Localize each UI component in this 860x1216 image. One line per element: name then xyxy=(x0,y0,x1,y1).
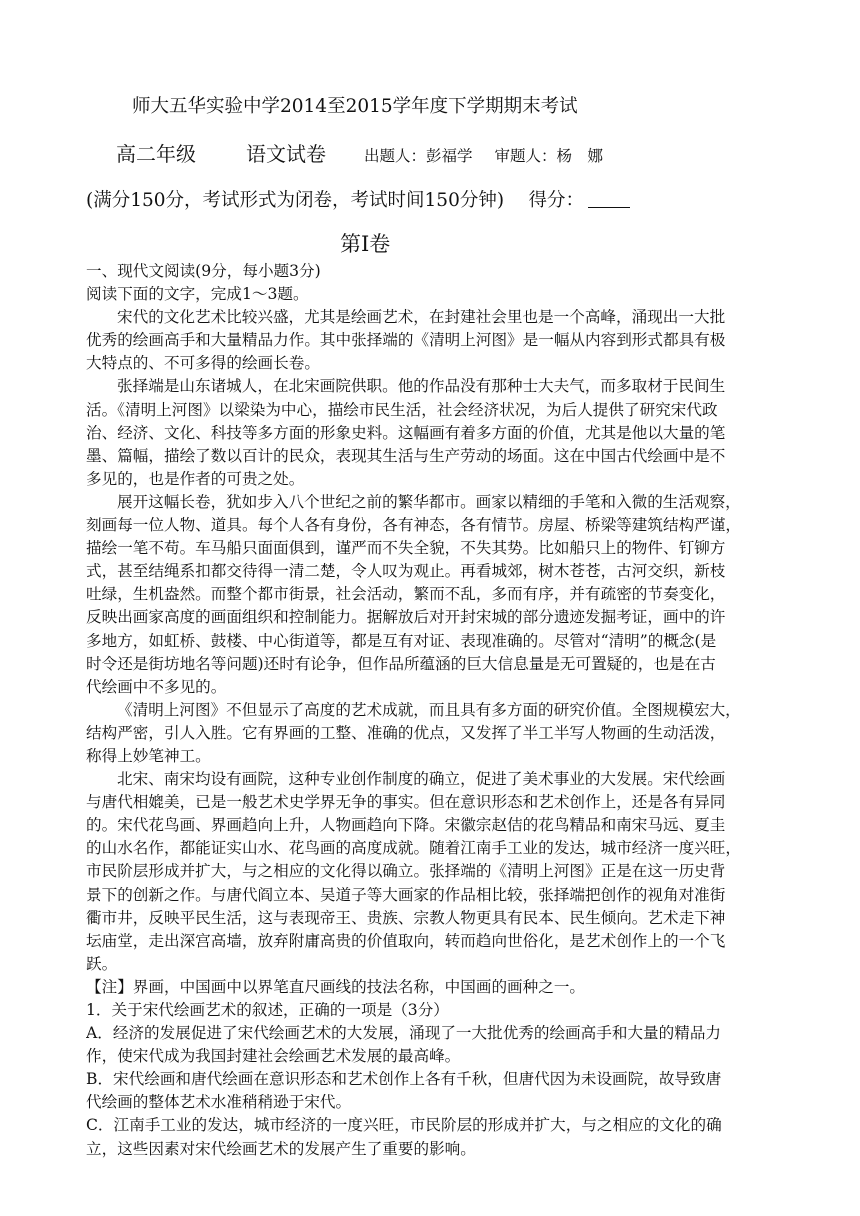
text-line: 坛庙堂，走出深宫高墙，放弃附庸高贵的价值取向，转而趋向世俗化，是艺术创作上的一个飞 xyxy=(86,931,726,950)
text-line: 刻画每一位人物、道具。每个人各有身份，各有神态，各有情节。房屋、桥梁等建筑结构严谨， xyxy=(86,516,741,535)
text-line: 一、现代文阅读(9分，每小题3分) xyxy=(86,262,321,280)
paper-subtitle xyxy=(116,138,818,167)
text-line: 的。宋代花鸟画、界画趋向上升，人物画趋向下降。宋徽宗赵佶的花鸟精品和南宋马远、夏圭 xyxy=(86,816,726,835)
text-line: 结构严密，引人入胜。它有界画的工整、准确的优点，又发挥了半工半写人物画的生动活泼， xyxy=(86,723,726,742)
text-line: 描绘一笔不苟。车马船只面面俱到，谨严而不失全貌，不失其势。比如船只上的物件、钉铆方 xyxy=(86,539,726,558)
exam-info-text: (满分150分，考试形式为闭卷，考试时间150分钟) 得分： xyxy=(86,190,584,211)
text-line: 代绘画中不多见的。 xyxy=(86,677,227,696)
text-line: 式，甚至结绳系扣都交待得一清二楚，令人叹为观止。再看城郊，树木苍苍，古河交织，新枝 xyxy=(86,562,726,581)
volume-title: 第Ⅰ卷 xyxy=(340,232,391,256)
text-line: 大特点的、不可多得的绘画长卷。 xyxy=(86,354,320,373)
text-line: 与唐代相媲美，已是一般艺术史学界无争的事实。但在意识形态和艺术创作上，还是各有异同 xyxy=(86,793,726,812)
text-line: 《清明上河图》不但显示了高度的艺术成就，而且具有多方面的研究价值。全图规模宏大， xyxy=(117,700,741,719)
text-line: 的山水名作，都能证实山水、花鸟画的高度成就。随着江南手工业的发达，城市经济一度兴旺， xyxy=(86,839,741,858)
text-line: A．经济的发展促进了宋代绘画艺术的大发展，涌现了一大批优秀的绘画高手和大量的精品力 xyxy=(86,1024,722,1043)
text-line: 吐绿，生机盎然。而整个都市街景，社会活动，繁而不乱，多而有序，并有疏密的节奏变化， xyxy=(86,585,726,604)
reading-passage xyxy=(86,260,788,1161)
text-line: 活。《清明上河图》以梁染为中心，描绘市民生活，社会经济状况，为后人提供了研究宋代政 xyxy=(86,400,718,419)
setter-label: 出题人：彭福学 xyxy=(364,147,473,165)
subject-label: 语文试卷 xyxy=(246,142,326,166)
text-line: 反映出画家高度的画面组织和控制能力。据解放后对开封宋城的部分遗迹发掘考证，画中的许 xyxy=(86,608,726,627)
text-line: 代绘画的整体艺术水准稍稍逊于宋代。 xyxy=(86,1093,352,1112)
text-line: 跃。 xyxy=(86,954,118,973)
text-line: 【注】界画，中国画中以界笔直尺画线的技法名称，中国画的画种之一。 xyxy=(86,977,586,996)
reviewer-label: 审题人：杨 娜 xyxy=(494,147,604,165)
text-line: 阅读下面的文字，完成1～3题。 xyxy=(86,285,309,304)
text-line: 墨、篇幅，描绘了数以百计的民众，表现其生活与生产劳动的场面。这在中国古代绘画中是不 xyxy=(86,446,726,465)
text-line: 立，这些因素对宋代绘画艺术的发展产生了重要的影响。 xyxy=(86,1139,476,1158)
text-line: B．宋代绘画和唐代绘画在意识形态和艺术创作上各有千秋，但唐代因为未设画院，故导致唐 xyxy=(86,1070,722,1089)
text-line: 北宋、南宋均设有画院，这种专业创作制度的确立，促进了美术事业的大发展。宋代绘画 xyxy=(117,770,726,789)
score-blank xyxy=(588,189,630,208)
text-line: 景下的创新之作。与唐代阎立本、吴道子等大画家的作品相比较，张择端把创作的视角对准街 xyxy=(86,885,726,904)
text-line: 多地方，如虹桥、鼓楼、中心街道等，都是互有对证、表现准确的。尽管对“清明”的概念(是 xyxy=(86,631,717,650)
text-line: 衢市井，反映平民生活，这与表现帝王、贵族、宗教人物更具有民本、民生倾向。艺术走下神 xyxy=(86,908,726,927)
text-line: 市民阶层形成并扩大，与之相应的文化得以确立。张择端的《清明上河图》正是在这一历史背 xyxy=(86,862,726,881)
grade-label: 高二年级 xyxy=(116,142,196,166)
text-line: 时令还是街坊地名等问题)还时有论争，但作品所蕴涵的巨大信息量是无可置疑的，也是在古 xyxy=(86,654,716,673)
text-line: 多见的，也是作者的可贵之处。 xyxy=(86,469,305,488)
school-exam-title: 师大五华实验中学2014至2015学年度下学期期末考试 xyxy=(132,96,578,117)
text-line: 优秀的绘画高手和大量精品力作。其中张择端的《清明上河图》是一幅从内容到形式都具有极 xyxy=(86,331,726,350)
exam-info xyxy=(86,186,788,212)
text-line: C．江南手工业的发达，城市经济的一度兴旺，市民阶层的形成并扩大，与之相应的文化的确 xyxy=(86,1116,722,1135)
text-line: 治、经济、文化、科技等多方面的形象史料。这幅画有着多方面的价值，尤其是他以大量的笔 xyxy=(86,423,726,442)
text-line: 称得上妙笔神工。 xyxy=(86,746,211,765)
text-line: 展开这幅长卷，犹如步入八个世纪之前的繁华都市。画家以精细的手笔和入微的生活观察， xyxy=(117,492,741,511)
text-line: 张择端是山东诸城人，在北宋画院供职。他的作品没有那种士大夫气，而多取材于民间生 xyxy=(117,377,726,396)
text-line: 1．关于宋代绘画艺术的叙述，正确的一项是（3分） xyxy=(86,1001,449,1019)
text-line: 宋代的文化艺术比较兴盛，尤其是绘画艺术，在封建社会里也是一个高峰，涌现出一大批 xyxy=(117,308,726,327)
text-line: 作，使宋代成为我国封建社会绘画艺术发展的最高峰。 xyxy=(86,1047,461,1066)
